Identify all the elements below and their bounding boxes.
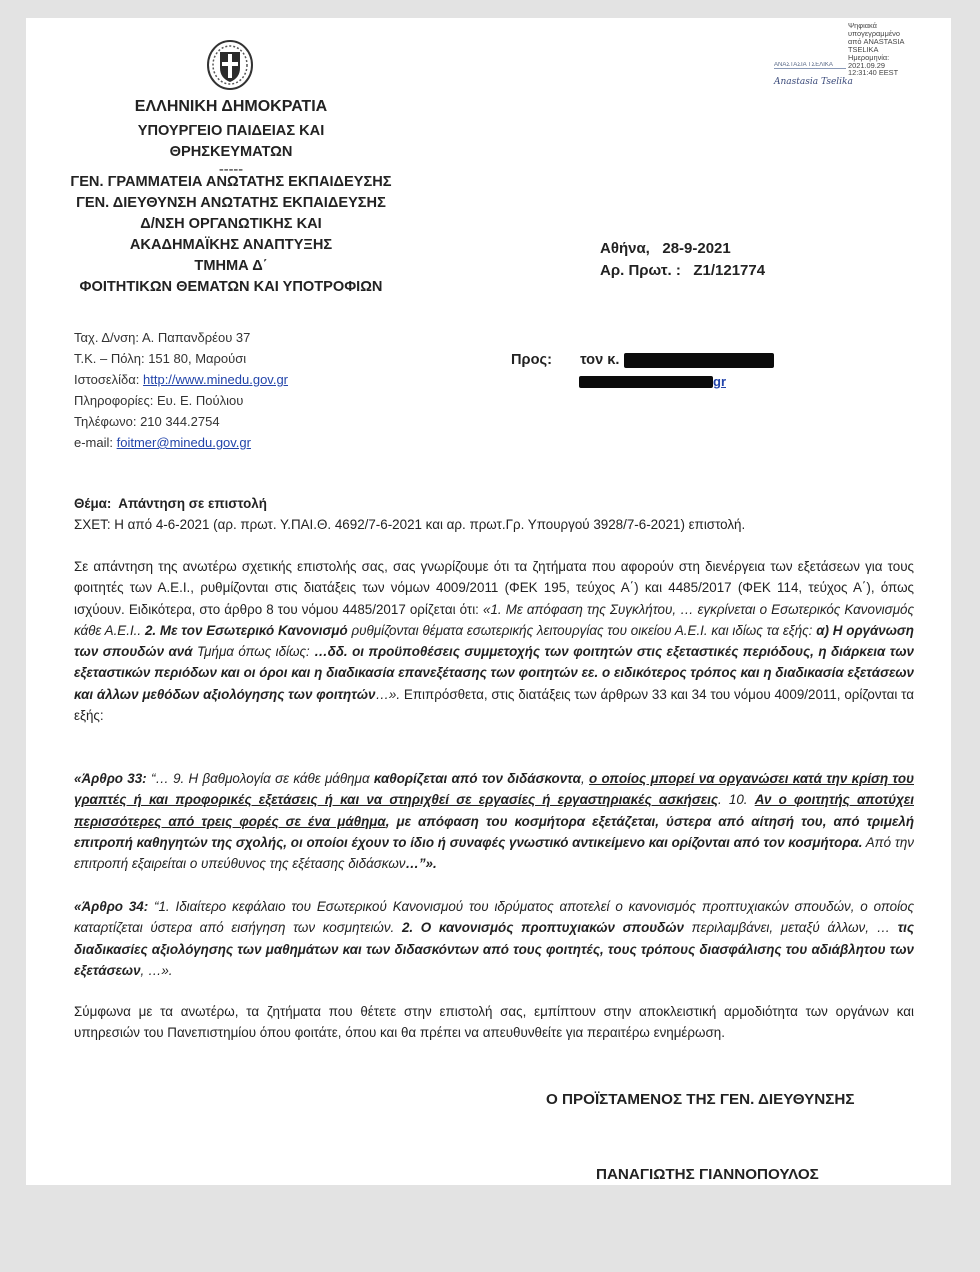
paragraph-1: Σε απάντηση της ανωτέρω σχετικής επιστολής σας, σας γνωρίζουμε ότι τα ζητήματα που αφορούν στη διενέργεια των εξετάσεων για τους φοιτητές των Α.Ε.Ι., ρυθμίζονται στις διατάξεις των νόμων 4009/2011 (ΦΕΚ 195, τεύχος Α΄) και 4485/2017 (ΦΕΚ 114, τεύχος Α΄), όπως ισχύουν. Ειδικότερα, στο άρθρο 8 του νόμου 4485/2017 ορίζεται ότι: «1. Με απόφαση της Συγκλήτου, … εγκρίνεται ο Εσωτερικός Κανονισμός κάθε Α.Ε.Ι.. 2. Με τον Εσωτερικό Κανονισμό ρυθμίζονται θέματα εσωτερικής λειτουργίας του οικείου Α.Ε.Ι. και ιδίως τα εξής: α) Η οργάνωση των σπουδών ανά Τμήμα όπως ιδίως: …δδ. οι προϋποθέσεις συμμετοχής των φοιτητών στις εξεταστικές περιόδους, η διάρκεια των εξεταστικών περιόδων και οι όροι και η διαδικασία επανεξέτασης των φοιτητών εε. ο ειδικότερος τρόπος και η διαδικασία εξετάσεων και άλλων μεθόδων αξιολόγησης των φοιτητών…». Επιπρόσθετα, στις διατάξεις των άρθρων 33 και 34 του νόμου 4009/2011, ορίζονται τα εξής: [74,559,914,724]
redacted-name [624,353,774,368]
recipient-email-line [511,371,931,393]
contact-phone: Τηλέφωνο: 210 344.2754 [74,414,220,429]
dept-line-5: ΤΜΗΜΑ Δ΄ [194,258,268,274]
contact-email: e-mail: foitmer@minedu.gov.gr [74,435,251,450]
article-33: «Άρθρο 33: “… 9. Η βαθμολογία σε κάθε μάθημα καθορίζεται από τον διδάσκοντα, ο οποίος μπορεί να οργανώσει κατά την κρίση του γραπτές ή και προφορικές εξετάσεις ή και να στηριχθεί σε εργασίες ή εργαστηριακές ασκήσεις. 10. Αν ο φοιτητής αποτύχει περισσότερες από τρεις φορές σε ένα μάθημα, με απόφαση του κοσμήτορα εξετάζεται, ύστερα από αίτησή του, από τριμελή επιτροπή καθηγητών της σχολής, οι οποίοι έχουν το ίδιο ή συναφές γνωστικό αντικείμενο και ορίζονται από τον κοσμήτορα. Από την επιτροπή εξαιρείται ο υπεύθυνος της εξέτασης διδάσκων…”». [74,771,915,872]
subject-label: Θέμα: [74,496,112,511]
dept-line-1: ΓΕΝ. ΓΡΑΜΜΑΤΕΙΑ ΑΝΩΤΑΤΗΣ ΕΚΠΑΙΔΕΥΣΗΣ [70,174,392,190]
email-link[interactable]: foitmer@minedu.gov.gr [116,435,251,450]
dept-line-3: Δ/ΝΣΗ ΟΡΓΑΝΩΤΙΚΗΣ ΚΑΙ [140,216,322,232]
protocol-line [600,260,765,282]
contact-website: Ιστοσελίδα: http://www.minedu.gov.gr [74,372,289,387]
recipient-email-suffix[interactable]: gr [713,374,726,389]
date-value: 28-9-2021 [662,240,731,257]
recipient-prefix: τον κ. [580,352,620,368]
contact-zip: Τ.Κ. – Πόλη: 151 80, Μαρούσι [74,351,247,366]
subject-value: Απάντηση σε επιστολή [118,496,267,511]
recipient-label: Προς: [511,352,552,368]
signatory-name: ΠΑΝΑΓΙΩΤΗΣ ΓΙΑΝΝΟΠΟΥΛΟΣ [596,1166,819,1183]
recipient-line [511,350,931,371]
protocol-label: Αρ. Πρωτ. : [600,262,681,279]
ministry-title: ΥΠΟΥΡΓΕΙΟ ΠΑΙΔΕΙΑΣ ΚΑΙ ΘΡΗΣΚΕΥΜΑΤΩΝ [137,123,325,160]
website-link[interactable]: http://www.minedu.gov.gr [143,372,289,387]
digital-signature-text: Ψηφιακά υπογεγραμμένο από ANASTASIA TSELIKA Ημερομηνία: 2021.09.29 12:31:40 EEST [848,21,905,78]
signatory-title: Ο ΠΡΟΪΣΤΑΜΕΝΟΣ ΤΗΣ ΓΕΝ. ΔΙΕΥΘΥΝΣΗΣ [546,1091,855,1108]
signature-stamp-handwriting: Anastasia Tselika [774,77,853,87]
document-page [26,18,951,1185]
signature-stamp [774,62,853,102]
republic-title: ΕΛΛΗΝΙΚΗ ΔΗΜΟΚΡΑΤΙΑ [134,98,328,115]
subject-reference: ΣΧΕΤ: Η από 4-6-2021 (αρ. πρωτ. Υ.ΠΑΙ.Θ. 4692/7-6-2021 και αρ. πρωτ.Γρ. Υπουργού 3928/7-6-2021) επιστολή. [74,517,746,533]
header-separator: ----- [218,162,244,178]
dept-line-6: ΦΟΙΤΗΤΙΚΩΝ ΘΕΜΑΤΩΝ ΚΑΙ ΥΠΟΤΡΟΦΙΩΝ [79,279,383,295]
protocol-value: Ζ1/121774 [693,262,766,279]
dept-line-2: ΓΕΝ. ΔΙΕΥΘΥΝΣΗ ΑΝΩΤΑΤΗΣ ΕΚΠΑΙΔΕΥΣΗΣ [76,195,386,211]
subject-line [74,493,914,514]
signature-stamp-label: ΑΝΑΣΤΑΣΙΑ ΤΣΕΛΙΚΑ [774,62,846,69]
date-label: Αθήνα, [600,240,650,257]
date-line [600,238,765,260]
contact-info: Πληροφορίες: Ευ. Ε. Πούλιου [74,393,244,408]
paragraph-final: Σύμφωνα με τα ανωτέρω, τα ζητήματα που θέτετε στην επιστολή σας, εμπίπτουν στην αποκλειστική αρμοδιότητα των οργάνων και υπηρεσιών του Πανεπιστημίου όπου φοιτάτε, όπου και θα πρέπει να απευθυνθείτε για περαιτέρω ενημέρωση. [74,1004,914,1041]
contact-address: Ταχ. Δ/νση: Α. Παπανδρέου 37 [74,330,251,345]
redacted-email [579,376,713,388]
article-34: «Άρθρο 34: “1. Ιδιαίτερο κεφάλαιο του Εσωτερικού Κανονισμού του ιδρύματος αποτελεί ο κανονισμός προπτυχιακών σπουδών, ο οποίος καταρτίζεται ύστερα από εισήγηση των κοσμητειών. 2. Ο κανονισμός προπτυχιακών σπουδών περιλαμβάνει, μεταξύ άλλων, … τις διαδικασίες αξιολόγησης των μαθημάτων και των διδασκόντων από τους φοιτητές, τους τρόπους διασφάλισης του αδιάβλητου των εξετάσεων, …». [74,899,915,978]
greek-emblem-icon [206,38,254,90]
dept-line-4: ΑΚΑΔΗΜΑΪΚΗΣ ΑΝΑΠΤΥΞΗΣ [129,237,333,253]
